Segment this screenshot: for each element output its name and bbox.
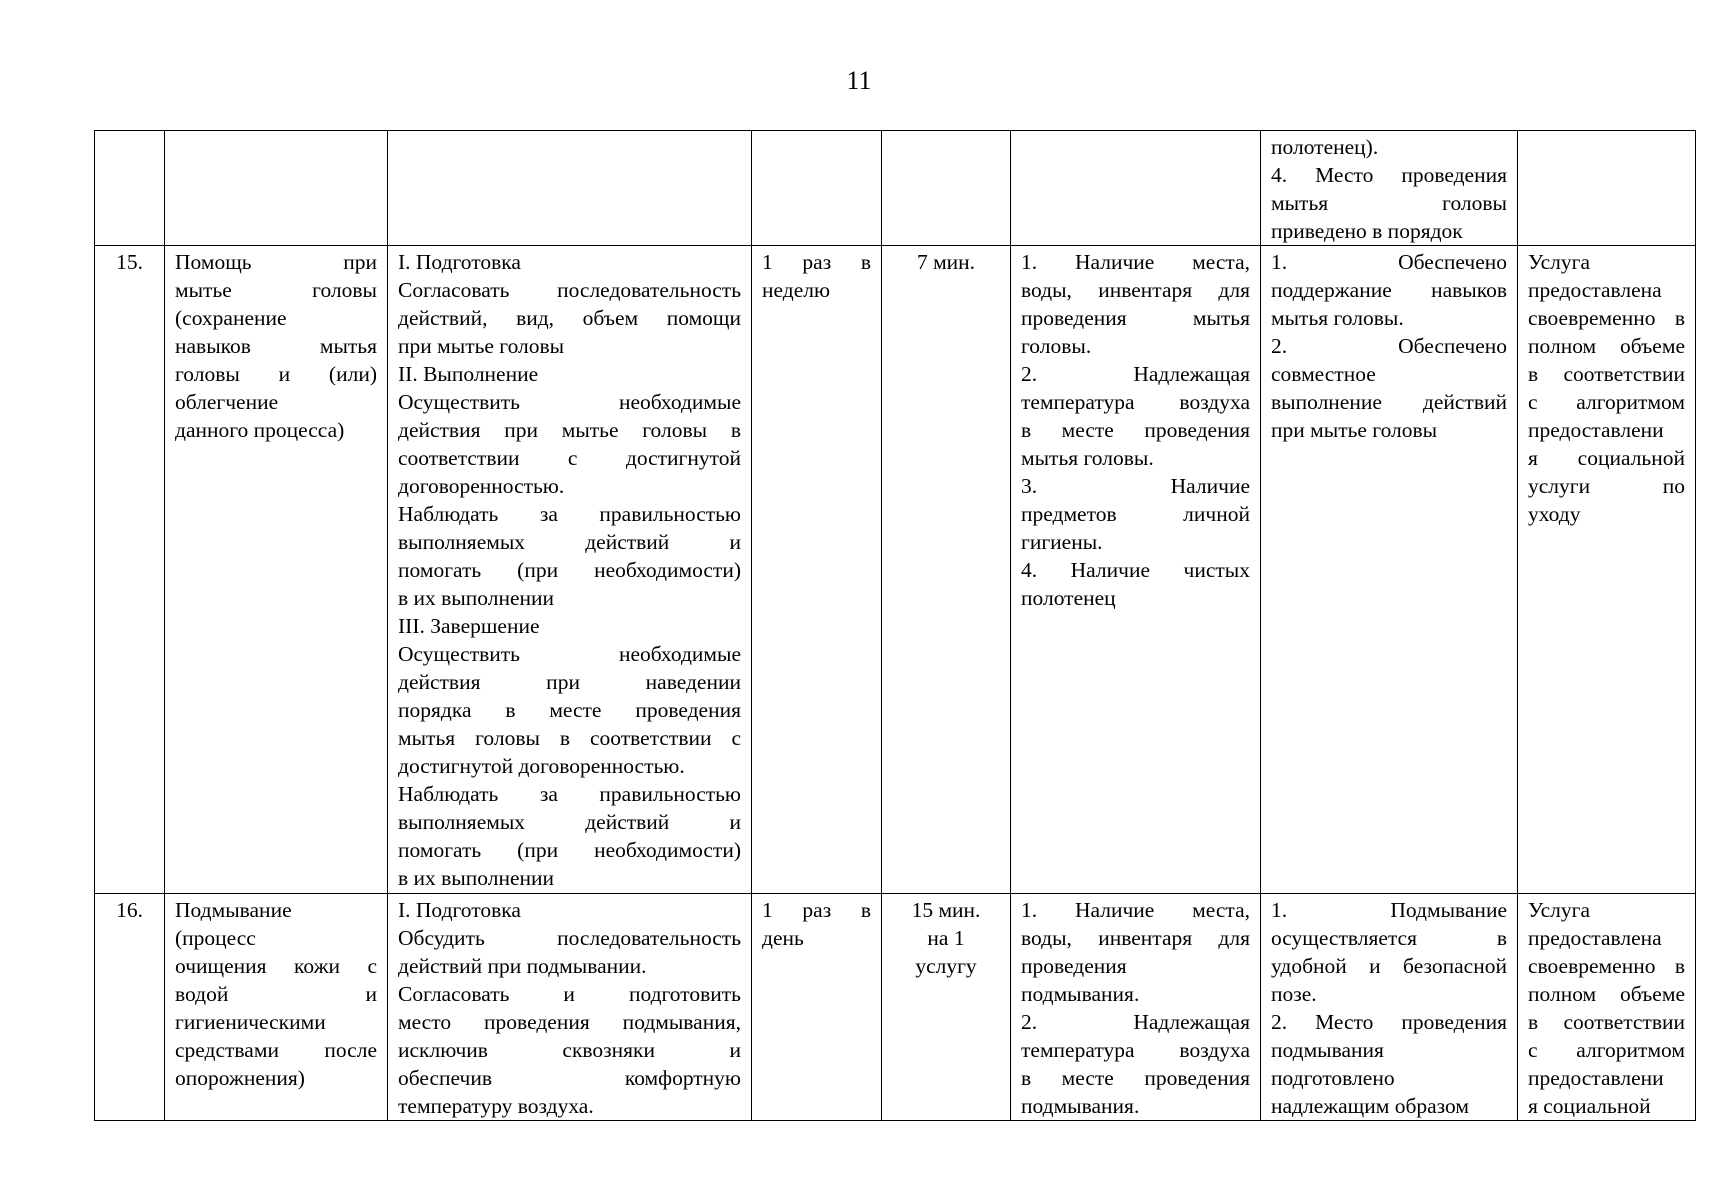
text-line: в соответствии <box>1528 362 1685 386</box>
service-name <box>165 246 388 894</box>
services-table <box>94 130 1696 1121</box>
service-actions <box>388 894 752 1121</box>
service-conditions <box>1011 246 1261 894</box>
text-line: Помощь при <box>175 250 377 274</box>
service-time <box>882 246 1011 894</box>
text-line: температура воздуха <box>1021 1038 1250 1062</box>
service-results <box>1261 246 1518 894</box>
table-row-15 <box>95 246 1696 894</box>
text-line: действий, вид, объем помощи <box>398 306 741 330</box>
text-line: I. Подготовка <box>398 898 521 922</box>
text-line: помогать (при необходимости) <box>398 838 741 862</box>
text-line: соответствии с достигнутой <box>398 446 741 470</box>
text-line: подмывания. <box>1021 982 1140 1006</box>
text-line: Подмывание <box>175 898 292 922</box>
text-line: Осуществить необходимые <box>398 642 741 666</box>
text-line: 1. Наличие места, <box>1021 898 1250 922</box>
text-line: опорожнения) <box>175 1066 305 1090</box>
text-line: полотенец <box>1021 586 1116 610</box>
text-line: в соответствии <box>1528 1010 1685 1034</box>
text-line: Наблюдать за правильностью <box>398 782 741 806</box>
text-line: (процесс <box>175 926 256 950</box>
text-line: средствами после <box>175 1038 377 1062</box>
text-line: 2. Обеспечено <box>1271 334 1507 358</box>
service-evaluation <box>1518 246 1696 894</box>
text-line: Услуга <box>1528 250 1591 274</box>
cell-results <box>1261 131 1518 246</box>
service-results <box>1261 894 1518 1121</box>
service-frequency <box>752 246 882 894</box>
text-line: 2. Надлежащая <box>1021 1010 1250 1034</box>
text-line: на 1 <box>927 926 965 950</box>
text-line: мытья головы. <box>1021 446 1154 470</box>
text-line: совместное <box>1271 362 1376 386</box>
text-line: гигиены. <box>1021 530 1103 554</box>
text-line: предоставлени <box>1528 1066 1664 1090</box>
text-line: 1 раз в <box>762 250 871 274</box>
text-line: II. Выполнение <box>398 362 539 386</box>
text-line: уходу <box>1528 502 1581 526</box>
text-line: услуги по <box>1528 474 1685 498</box>
text-line: 7 мин. <box>916 250 976 274</box>
text-line: Обсудить последовательность <box>398 926 741 950</box>
text-line: проведения <box>1021 954 1127 978</box>
text-line: позе. <box>1271 982 1317 1006</box>
text-line: мытья головы в соответствии с <box>398 726 741 750</box>
cell-time <box>882 131 1011 246</box>
text-line: облегчение <box>175 390 279 414</box>
row-number: 16. <box>95 894 165 1121</box>
text-line: предоставлена <box>1528 926 1662 950</box>
service-conditions <box>1011 894 1261 1121</box>
text-line: головы. <box>1021 334 1092 358</box>
text-line: 1. Подмывание <box>1271 898 1507 922</box>
text-line: с алгоритмом <box>1528 390 1685 414</box>
text-line: выполнение действий <box>1271 390 1507 414</box>
cell-conditions <box>1011 131 1261 246</box>
text-line: 4. Наличие чистых <box>1021 558 1250 582</box>
service-actions <box>388 246 752 894</box>
text-line: Осуществить необходимые <box>398 390 741 414</box>
text-line: выполняемых действий и <box>398 530 741 554</box>
text-line: III. Завершение <box>398 614 540 638</box>
text-line: исключив сквозняки и <box>398 1038 741 1062</box>
row-number: 15. <box>95 246 165 894</box>
text-line: я социальной <box>1528 446 1685 470</box>
text-line: подготовлено <box>1271 1066 1395 1090</box>
text-line: водой и <box>175 982 377 1006</box>
text-line: подмывания. <box>1021 1094 1140 1118</box>
text-line: надлежащим образом <box>1271 1094 1469 1118</box>
text-line: полном объеме <box>1528 982 1685 1006</box>
text-line: Согласовать последовательность <box>398 278 741 302</box>
text-line: Согласовать и подготовить <box>398 982 741 1006</box>
text-line: навыков мытья <box>175 334 377 358</box>
text-line: (сохранение <box>175 306 287 330</box>
text-line: 4. Место проведения <box>1271 163 1507 187</box>
text-line: при мытье головы <box>398 334 565 358</box>
text-line: выполняемых действий и <box>398 810 741 834</box>
text-line: температура воздуха <box>1021 390 1250 414</box>
cell-actions <box>388 131 752 246</box>
text-line: помогать (при необходимости) <box>398 558 741 582</box>
text-line: данного процесса) <box>175 418 345 442</box>
text-line: в их выполнении <box>398 586 555 610</box>
text-line: головы и (или) <box>175 362 377 386</box>
text-line: достигнутой договоренностью. <box>398 754 685 778</box>
text-line: предоставлени <box>1528 418 1664 442</box>
text-line: гигиеническими <box>175 1010 326 1034</box>
text-line: 2. Надлежащая <box>1021 362 1250 386</box>
text-line: в месте проведения <box>1021 1066 1250 1090</box>
text-line: 15 мин. <box>911 898 981 922</box>
text-line: с алгоритмом <box>1528 1038 1685 1062</box>
text-line: предоставлена <box>1528 278 1662 302</box>
text-line: я социальной <box>1528 1094 1651 1118</box>
text-line: полотенец). <box>1271 135 1379 159</box>
text-line: предметов личной <box>1021 502 1250 526</box>
text-line: своевременно в <box>1528 306 1685 330</box>
text-line: при мытье головы <box>1271 418 1438 442</box>
text-line: 1. Обеспечено <box>1271 250 1507 274</box>
text-line: очищения кожи с <box>175 954 377 978</box>
service-name <box>165 894 388 1121</box>
text-line: 3. Наличие <box>1021 474 1250 498</box>
text-line: I. Подготовка <box>398 250 521 274</box>
text-line: услугу <box>915 954 977 978</box>
service-time <box>882 894 1011 1121</box>
cell-name <box>165 131 388 246</box>
text-line: действия при наведении <box>398 670 741 694</box>
text-line: воды, инвентаря для <box>1021 278 1250 302</box>
text-line: Услуга <box>1528 898 1591 922</box>
text-line: мытье головы <box>175 278 377 302</box>
text-line: полном объеме <box>1528 334 1685 358</box>
text-line: в месте проведения <box>1021 418 1250 442</box>
text-line: своевременно в <box>1528 954 1685 978</box>
text-line: действия при мытье головы в <box>398 418 741 442</box>
page-number: 11 <box>846 66 872 95</box>
text-line: место проведения подмывания, <box>398 1010 741 1034</box>
text-line: день <box>762 926 804 950</box>
text-line: воды, инвентаря для <box>1021 926 1250 950</box>
text-line: мытья головы. <box>1271 306 1404 330</box>
cell-evaluation <box>1518 131 1696 246</box>
text-line: осуществляется в <box>1271 926 1507 950</box>
text-line: договоренностью. <box>398 474 565 498</box>
text-line: неделю <box>762 278 831 302</box>
cell-frequency <box>752 131 882 246</box>
table-row-16 <box>95 894 1696 1121</box>
text-line: приведено в порядок <box>1271 219 1463 243</box>
text-line: поддержание навыков <box>1271 278 1507 302</box>
cell-num <box>95 131 165 246</box>
text-line: подмывания <box>1271 1038 1384 1062</box>
text-line: температуру воздуха. <box>398 1094 594 1118</box>
text-line: мытья головы <box>1271 191 1507 215</box>
text-line: Наблюдать за правильностью <box>398 502 741 526</box>
text-line: 1. Наличие места, <box>1021 250 1250 274</box>
text-line: порядка в месте проведения <box>398 698 741 722</box>
service-frequency <box>752 894 882 1121</box>
text-line: 2. Место проведения <box>1271 1010 1507 1034</box>
text-line: удобной и безопасной <box>1271 954 1507 978</box>
text-line: обеспечив комфортную <box>398 1066 741 1090</box>
text-line: проведения мытья <box>1021 306 1250 330</box>
text-line: 1 раз в <box>762 898 871 922</box>
table-row-continuation <box>95 131 1696 246</box>
text-line: действий при подмывании. <box>398 954 647 978</box>
service-evaluation <box>1518 894 1696 1121</box>
text-line: в их выполнении <box>398 866 555 890</box>
